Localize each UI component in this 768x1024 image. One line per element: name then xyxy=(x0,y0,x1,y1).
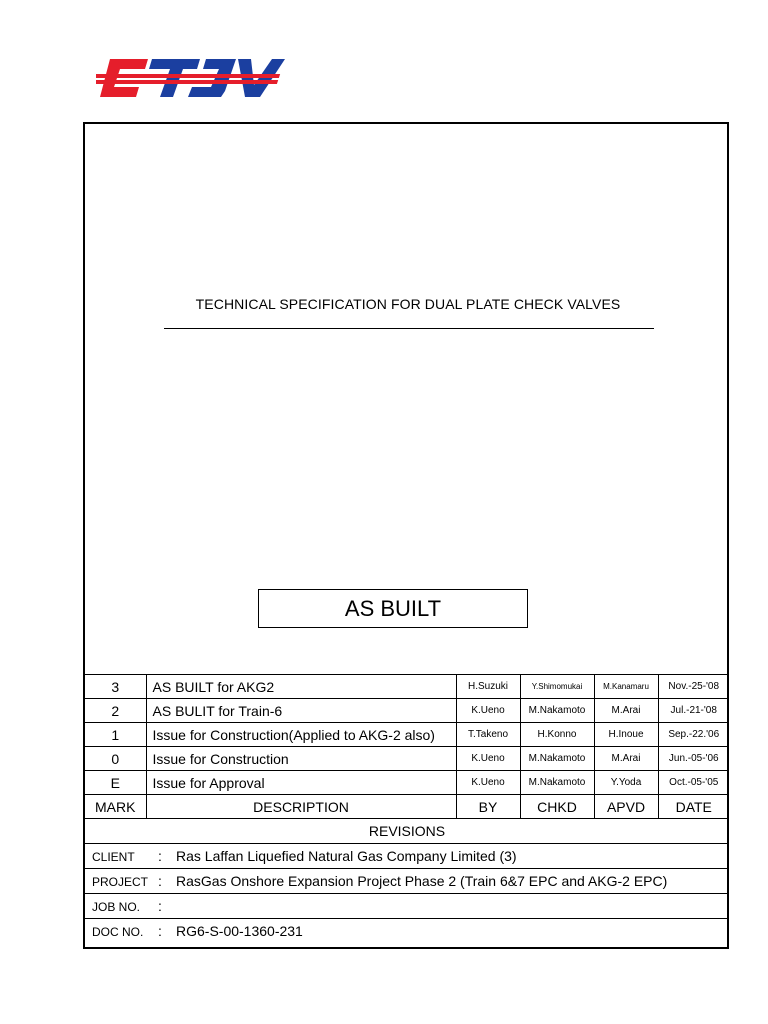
client-row xyxy=(85,844,729,869)
project-row xyxy=(85,869,729,894)
rev-chkd: M.Nakamoto xyxy=(520,747,594,771)
doc-no-colon: : xyxy=(158,923,162,939)
title-underline xyxy=(164,328,654,329)
rev-chkd: M.Nakamoto xyxy=(520,771,594,795)
rev-mark: 2 xyxy=(85,699,146,723)
client-value: Ras Laffan Liquefied Natural Gas Company Limited (3) xyxy=(176,848,517,864)
job-no-colon: : xyxy=(158,898,162,914)
rev-chkd: M.Nakamoto xyxy=(520,699,594,723)
project-label: PROJECT xyxy=(92,875,149,889)
revision-row xyxy=(85,723,729,747)
rev-apvd: H.Inoue xyxy=(594,723,658,747)
header-apvd: APVD xyxy=(594,795,658,819)
revision-row xyxy=(85,747,729,771)
rev-description: Issue for Construction xyxy=(146,747,456,771)
rev-apvd: M.Arai xyxy=(594,747,658,771)
header-mark: MARK xyxy=(85,795,146,819)
document-title: TECHNICAL SPECIFICATION FOR DUAL PLATE CHECK VALVES xyxy=(195,296,621,312)
doc-no-row xyxy=(85,919,729,944)
ctjv-logo xyxy=(96,56,286,100)
revision-row xyxy=(85,771,729,795)
rev-by: T.Takeno xyxy=(456,723,520,747)
rev-apvd: M.Arai xyxy=(594,699,658,723)
client-label: CLIENT xyxy=(92,850,135,864)
rev-description: AS BUILT for AKG2 xyxy=(146,675,456,699)
rev-by: K.Ueno xyxy=(456,747,520,771)
client-colon: : xyxy=(158,848,162,864)
project-value: RasGas Onshore Expansion Project Phase 2 (Train 6&7 EPC and AKG-2 EPC) xyxy=(176,873,668,889)
rev-chkd: Y.Shimomukai xyxy=(520,675,594,699)
revision-row xyxy=(85,699,729,723)
revisions-caption-row xyxy=(85,819,729,844)
rev-date: Jul.-21-'08 xyxy=(658,699,729,723)
revisions-caption: REVISIONS xyxy=(85,819,729,844)
rev-mark: 1 xyxy=(85,723,146,747)
job-no-row xyxy=(85,894,729,919)
doc-no-label: DOC NO. xyxy=(92,925,144,939)
revision-table xyxy=(85,674,729,943)
rev-description: AS BULIT for Train-6 xyxy=(146,699,456,723)
rev-mark: 0 xyxy=(85,747,146,771)
job-no-label: JOB NO. xyxy=(92,900,141,914)
title-sheet xyxy=(83,122,729,949)
header-date: DATE xyxy=(658,795,729,819)
rev-description: Issue for Approval xyxy=(146,771,456,795)
rev-by: K.Ueno xyxy=(456,771,520,795)
as-built-stamp: AS BUILT xyxy=(258,589,528,628)
rev-description: Issue for Construction(Applied to AKG-2 also) xyxy=(146,723,456,747)
rev-by: K.Ueno xyxy=(456,699,520,723)
doc-no-value: RG6-S-00-1360-231 xyxy=(176,923,303,939)
header-chkd: CHKD xyxy=(520,795,594,819)
rev-apvd: M.Kanamaru xyxy=(594,675,658,699)
rev-date: Sep.-22.'06 xyxy=(658,723,729,747)
header-description: DESCRIPTION xyxy=(146,795,456,819)
project-colon: : xyxy=(158,873,162,889)
rev-mark: 3 xyxy=(85,675,146,699)
revision-header-row xyxy=(85,795,729,819)
rev-apvd: Y.Yoda xyxy=(594,771,658,795)
revision-row xyxy=(85,675,729,699)
rev-date: Nov.-25-'08 xyxy=(658,675,729,699)
rev-mark: E xyxy=(85,771,146,795)
rev-chkd: H.Konno xyxy=(520,723,594,747)
header-by: BY xyxy=(456,795,520,819)
rev-date: Oct.-05-'05 xyxy=(658,771,729,795)
rev-by: H.Suzuki xyxy=(456,675,520,699)
rev-date: Jun.-05-'06 xyxy=(658,747,729,771)
